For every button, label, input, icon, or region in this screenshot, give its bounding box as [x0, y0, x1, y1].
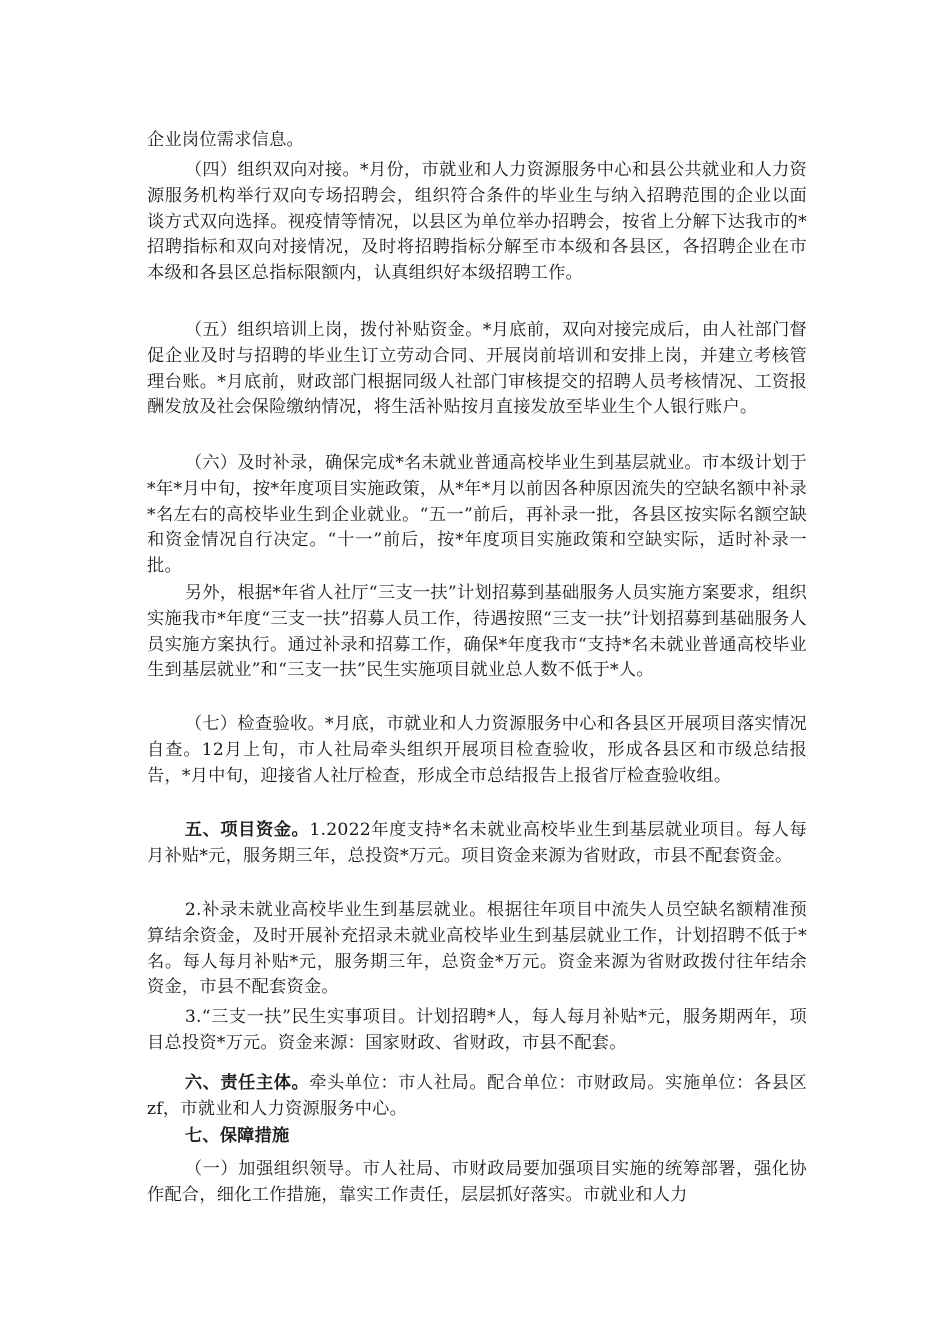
section-7-heading: 七、保障措施 — [184, 1126, 290, 1146]
paragraph-2-text: （四）组织双向对接。*月份，市就业和人力资源服务中心和县公共就业和人力资源服务机构举行双向专场招聘会，组织符合条件的毕业生与纳入招聘范围的企业以面谈方式双向选择。视疫情等情况，以县区为单位举办招聘会，按省上分解下达我市的*招聘指标和双向对接情况，及时将招聘指标分解至市本级和各县区，各招聘企业在市本级和各县区总指标限额内，认真组织好本级招聘工作。 — [147, 160, 807, 284]
paragraph-10 — [147, 1071, 807, 1123]
paragraph-7-text: 1.2022年度支持*名未就业高校毕业生到基层就业项目。每人每月补贴*元，服务期三年，总投资*万元。项目资金来源为省财政，市县不配套资金。 — [147, 820, 807, 866]
paragraph-9 — [147, 1005, 807, 1057]
paragraph-7 — [147, 818, 807, 870]
paragraph-8-text: 2.补录未就业高校毕业生到基层就业。根据往年项目中流失人员空缺名额精准预算结余资金，及时开展补充招录未就业高校毕业生到基层就业工作，计划招聘不低于*名。每人每月补贴*元，服务期三年，总资金*万元。资金来源为省财政拨付往年结余资金，市县不配套资金。 — [147, 900, 807, 998]
paragraph-6 — [147, 712, 807, 789]
paragraph-12-text: （一）加强组织领导。市人社局、市财政局要加强项目实施的统筹部署，强化协作配合，细化工作措施，靠实工作责任，层层抓好落实。市就业和人力 — [147, 1159, 807, 1205]
paragraph-1-text: 企业岗位需求信息。 — [147, 130, 304, 150]
paragraph-5 — [147, 581, 807, 684]
paragraph-6-text: （七）检查验收。*月底，市就业和人力资源服务中心和各县区开展项目落实情况自查。12月上旬，市人社局牵头组织开展项目检查验收，形成各县区和市级总结报告，*月中旬，迎接省人社厅检查，形成全市总结报告上报省厅检查验收组。 — [147, 714, 807, 786]
paragraph-8 — [147, 898, 807, 1001]
paragraph-9-text: 3.“三支一扶”民生实事项目。计划招聘*人，每人每月补贴*元，服务期两年，项目总投资*万元。资金来源：国家财政、省财政，市县不配套。 — [147, 1007, 807, 1053]
paragraph-10-text: 牵头单位：市人社局。配合单位：市财政局。实施单位：各县区zf，市就业和人力资源服务中心。 — [147, 1073, 807, 1119]
section-5-heading: 五、项目资金。 — [184, 820, 310, 840]
paragraph-3 — [147, 318, 807, 421]
paragraph-11 — [147, 1124, 807, 1150]
paragraph-2 — [147, 158, 807, 287]
section-6-heading: 六、责任主体。 — [184, 1073, 310, 1093]
paragraph-1 — [147, 128, 807, 154]
paragraph-5-text: 另外，根据*年省人社厅“三支一扶”计划招募到基础服务人员实施方案要求，组织实施我市*年度“三支一扶”招募人员工作，待遇按照“三支一扶”计划招募到基础服务人员实施方案执行。通过补录和招募工作，确保*年度我市“支持*名未就业普通高校毕业生到基层就业”和“三支一扶”民生实施项目就业总人数不低于*人。 — [147, 583, 807, 681]
paragraph-3-text: （五）组织培训上岗，拨付补贴资金。*月底前，双向对接完成后，由人社部门督促企业及时与招聘的毕业生订立劳动合同、开展岗前培训和安排上岗，并建立考核管理台账。*月底前，财政部门根据同级人社部门审核提交的招聘人员考核情况、工资报酬发放及社会保险缴纳情况，将生活补贴按月直接发放至毕业生个人银行账户。 — [147, 320, 807, 418]
paragraph-12 — [147, 1157, 807, 1209]
paragraph-4-text: （六）及时补录，确保完成*名未就业普通高校毕业生到基层就业。市本级计划于*年*月中旬，按*年度项目实施政策，从*年*月以前因各种原因流失的空缺名额中补录*名左右的高校毕业生到企业就业。“五一”前后，再补录一批，各县区按实际名额空缺和资金情况自行决定。“十一”前后，按*年度项目实施政策和空缺实际，适时补录一批。 — [147, 453, 807, 577]
paragraph-4 — [147, 451, 807, 580]
